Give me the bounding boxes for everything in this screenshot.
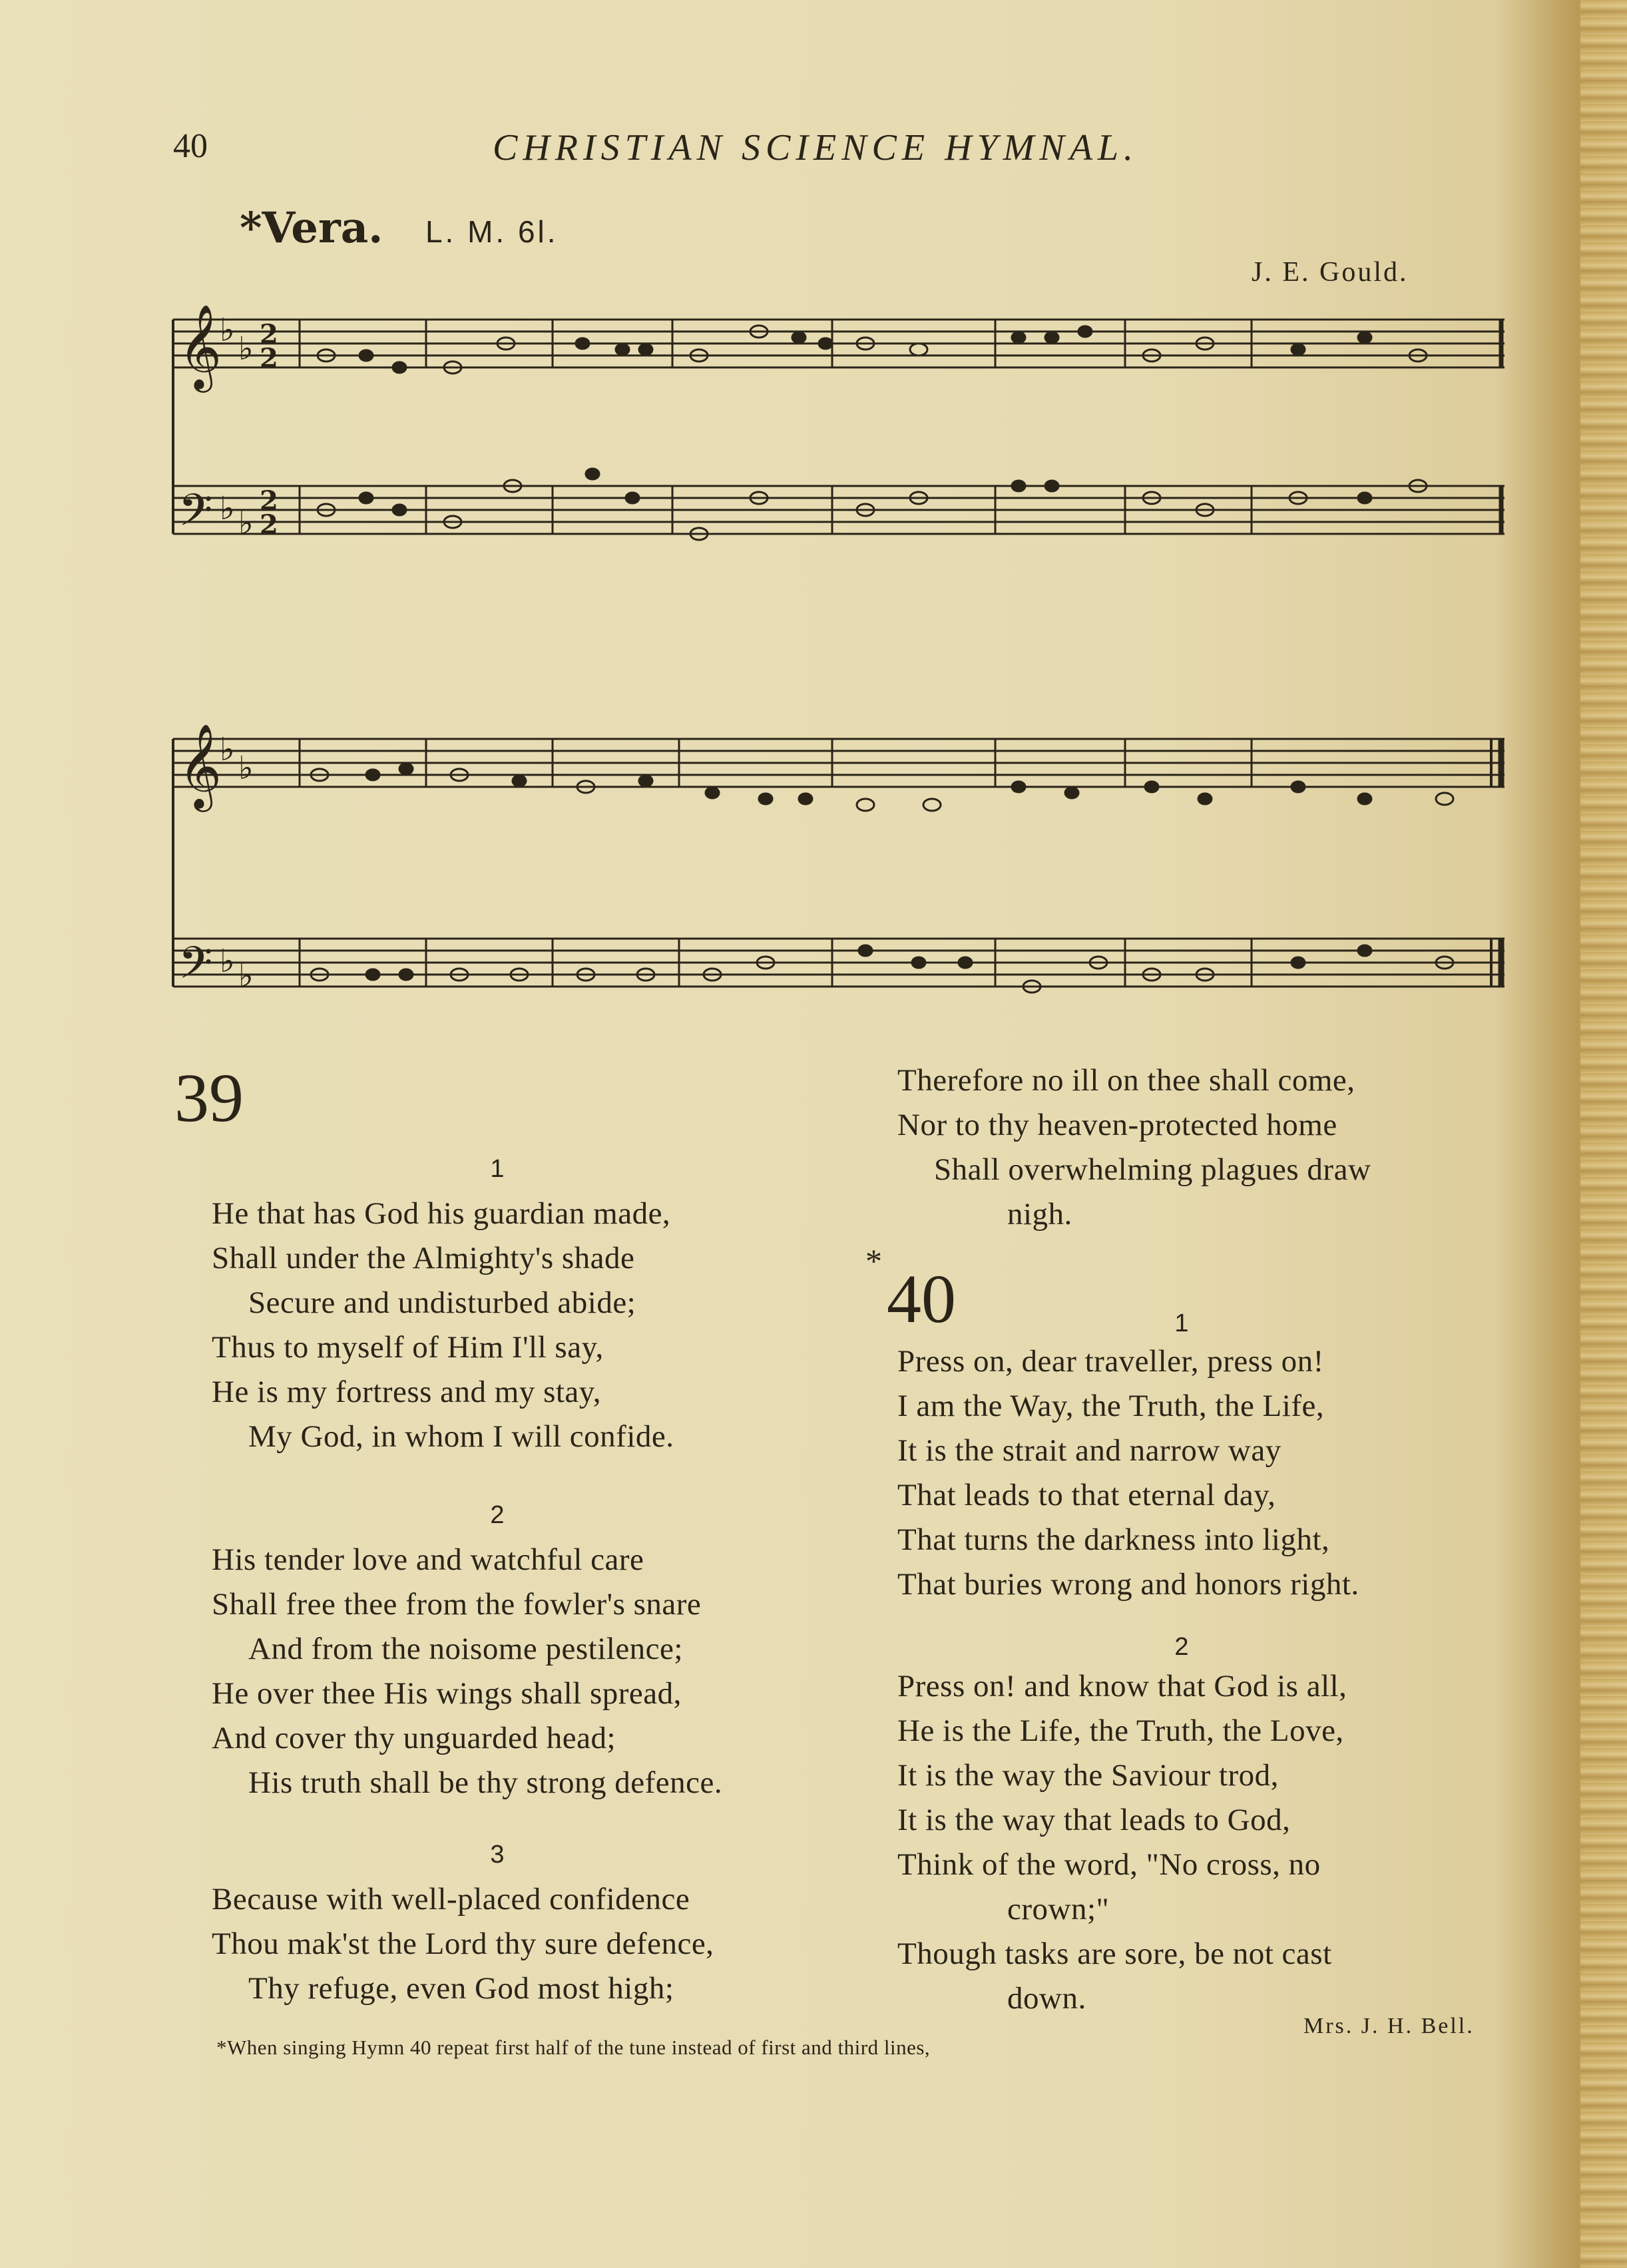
verse-line: That leads to that eternal day, — [897, 1478, 1276, 1512]
svg-text:♭: ♭ — [238, 505, 254, 542]
staff-treble-1 — [173, 320, 1505, 367]
verse-line: Shall overwhelming plagues draw — [934, 1152, 1371, 1187]
hymn-39-verse-3-number: 3 — [490, 1841, 505, 1869]
tune-heading — [240, 203, 559, 253]
verse-line: Therefore no ill on thee shall come, — [897, 1063, 1355, 1098]
verse-line: And from the noisome pestilence; — [248, 1632, 683, 1666]
verse-line: Though tasks are sore, be not cast — [897, 1936, 1332, 1971]
verse-line: It is the way that leads to God, — [897, 1803, 1291, 1837]
verse-line: crown;" — [1007, 1892, 1110, 1927]
verse-line: Shall free thee from the fowler's snare — [212, 1587, 702, 1622]
svg-text:𝄞: 𝄞 — [178, 304, 222, 389]
svg-text:2: 2 — [260, 485, 278, 517]
verse-line: That buries wrong and honors right. — [897, 1567, 1359, 1602]
verse-line: He over thee His wings shall spread, — [212, 1676, 682, 1711]
page-number: 40 — [173, 127, 208, 165]
verse-line: He that has God his guardian made, — [212, 1196, 671, 1231]
verse-line: Press on, dear traveller, press on! — [897, 1344, 1324, 1379]
composer: J. E. Gould. — [1252, 257, 1409, 288]
hymn-39-verse-1-number: 1 — [490, 1155, 505, 1183]
hymn-39-verse-2 — [212, 1538, 722, 1805]
hymn-39-verse-1 — [212, 1192, 674, 1459]
book-title: CHRISTIAN SCIENCE HYMNAL. — [493, 127, 1139, 168]
svg-text:2: 2 — [260, 343, 278, 374]
verse-line: He is the Life, the Truth, the Love, — [897, 1713, 1344, 1748]
footnote: *When singing Hymn 40 repeat first half of the tune instead of first and third lines, — [216, 2036, 931, 2059]
verse-line: And cover thy unguarded head; — [212, 1721, 616, 1755]
hymn-40-verse-1 — [897, 1339, 1359, 1607]
hymn-40-star: * — [865, 1242, 882, 1279]
hymn-39-number: 39 — [174, 1060, 244, 1136]
running-head — [173, 126, 1212, 173]
verse-line: Think of the word, "No cross, no — [897, 1847, 1321, 1882]
page-edge — [1580, 0, 1627, 2268]
svg-text:𝄞: 𝄞 — [178, 723, 222, 808]
verse-line: Because with well-placed confidence — [212, 1882, 690, 1917]
hymn-40-author: Mrs. J. H. Bell. — [1303, 2014, 1475, 2038]
verse-line: I am the Way, the Truth, the Life, — [897, 1389, 1325, 1423]
verse-line: Thy refuge, even God most high; — [248, 1971, 674, 2006]
svg-text:2: 2 — [260, 319, 278, 350]
hymn-40-number: 40 — [887, 1261, 956, 1337]
tune-meter: L. M. 6l. — [425, 214, 559, 249]
verse-line: His tender love and watchful care — [212, 1542, 644, 1577]
svg-text:♭: ♭ — [220, 312, 235, 349]
verse-line: nigh. — [1007, 1197, 1072, 1232]
svg-text:♭: ♭ — [238, 957, 254, 995]
hymn-40-verse-2 — [897, 1664, 1347, 2021]
svg-text:♭: ♭ — [238, 330, 254, 367]
verse-line: That turns the darkness into light, — [897, 1522, 1330, 1557]
verse-line: He is my fortress and my stay, — [212, 1375, 601, 1409]
verse-line: It is the strait and narrow way — [897, 1433, 1281, 1468]
svg-text:♭: ♭ — [220, 490, 235, 527]
verse-line: down. — [1007, 1981, 1086, 2016]
verse-line: Secure and undisturbed abide; — [248, 1285, 636, 1320]
hymn-39-verse-3a — [212, 1877, 714, 2011]
verse-line: My God, in whom I will confide. — [248, 1419, 674, 1454]
svg-text:𝄢: 𝄢 — [178, 485, 213, 547]
svg-text:♭: ♭ — [220, 943, 235, 980]
verse-line: Thou mak'st the Lord thy sure defence, — [212, 1927, 714, 1961]
tune-name: *Vera. — [240, 203, 383, 253]
verse-line: Thus to myself of Him I'll say, — [212, 1330, 604, 1365]
hymn-39-verse-3b — [897, 1058, 1371, 1237]
verse-line: Nor to thy heaven-protected home — [897, 1108, 1337, 1142]
verse-line: Shall under the Almighty's shade — [212, 1241, 635, 1275]
verse-line: It is the way the Saviour trod, — [897, 1758, 1279, 1793]
svg-text:♭: ♭ — [238, 750, 254, 787]
svg-text:2: 2 — [260, 509, 278, 541]
music-score — [166, 293, 1518, 1045]
hymn-40-verse-2-number: 2 — [1174, 1633, 1189, 1661]
svg-text:♭: ♭ — [220, 731, 235, 768]
verse-line: His truth shall be thy strong defence. — [248, 1765, 723, 1800]
hymn-40-verse-1-number: 1 — [1174, 1309, 1189, 1337]
verse-line: Press on! and know that God is all, — [897, 1669, 1347, 1703]
hymn-39-verse-2-number: 2 — [490, 1501, 505, 1529]
svg-text:𝄢: 𝄢 — [178, 937, 213, 999]
